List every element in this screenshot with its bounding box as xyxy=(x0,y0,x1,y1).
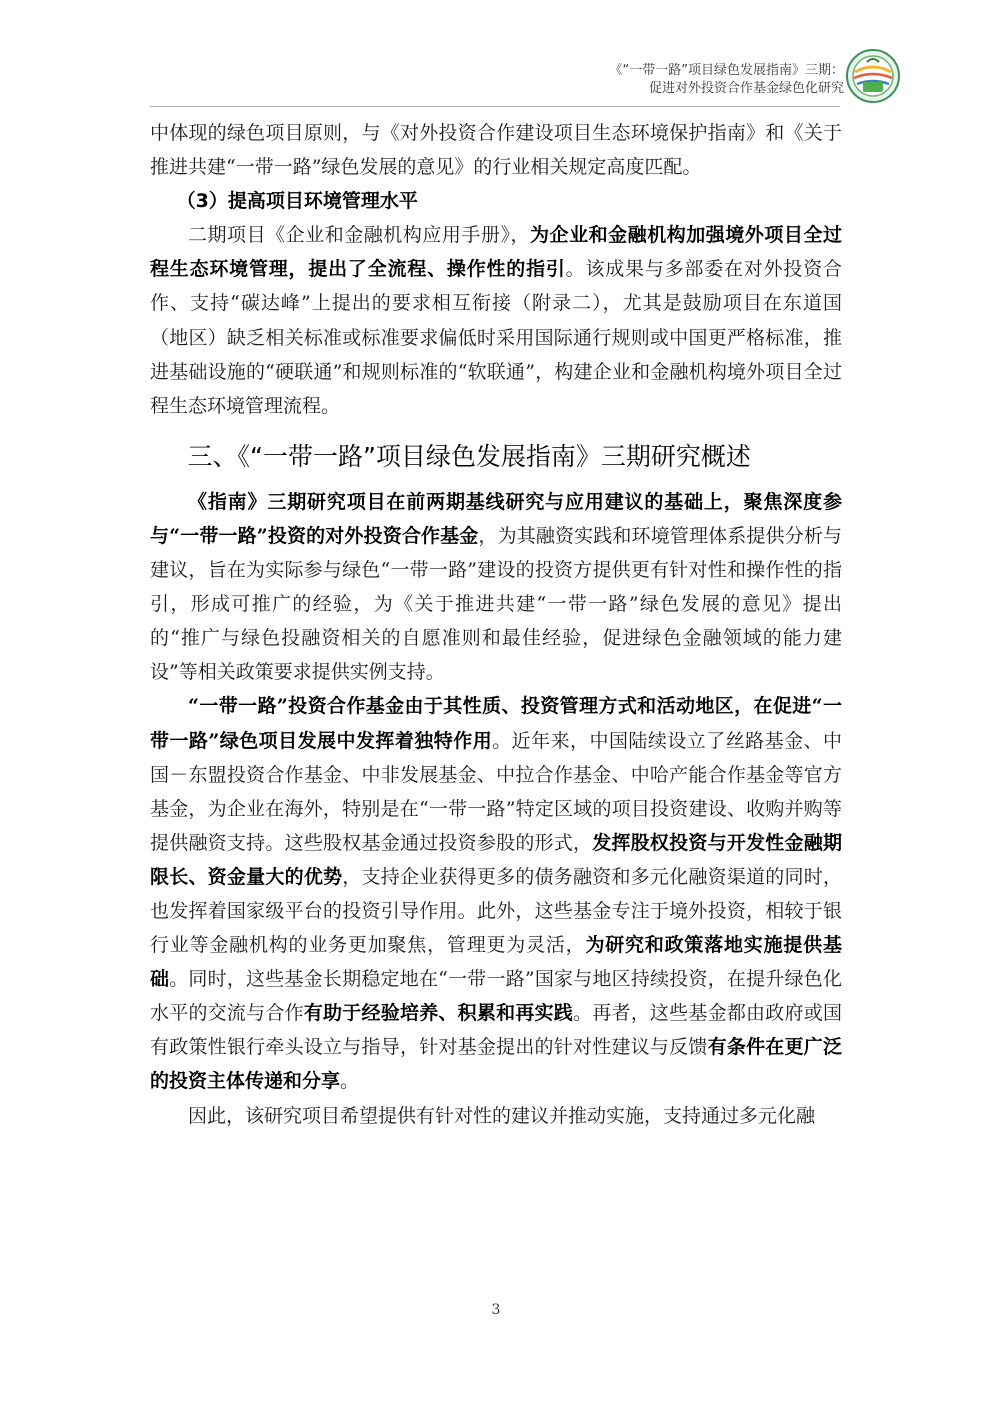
paragraph-4-text-1: 。近年来，中国陆续设立了丝路基金、中国－东盟投资合作基金、中非发展基金、中拉合作基金、中哈产能合作基金等官方基金，为企业在海外，特别是在“一带一路”特定区域的项目投资建设、收购并购等提供融资支持。这些股权基金通过投资参股的形式， xyxy=(150,729,842,854)
paragraph-1: 中体现的绿色项目原则，与《对外投资合作建设项目生态环境保护指南》和《关于推进共建“一带一路”绿色发展的意见》的行业相关规定高度匹配。 xyxy=(150,122,842,179)
header-title-line2: 促进对外投资合作基金绿色化研究 xyxy=(648,81,844,96)
header-title xyxy=(610,62,844,98)
paragraph-2-text-1: 二期项目《企业和金融机构应用手册》， xyxy=(188,224,531,247)
page-header xyxy=(0,0,992,120)
paragraph-4 xyxy=(150,689,842,1098)
paragraph-4-bold-1: “一带一路”投资合作基金由于其性质、投资管理方式和活动地区，在促进“一带一路”绿色项目发展中发挥着独特作用 xyxy=(150,695,842,752)
paragraph-4-bold-3: 为研究和政策落地实施提供基础 xyxy=(150,934,842,991)
page-content xyxy=(150,116,842,1133)
paragraph-4-text-3: 。同时，这些基金长期稳定地在“一带一路”国家与地区持续投资，在提升绿色化水平的交流与合作 xyxy=(150,968,842,1025)
paragraph-2-text-2: 。该成果与多部委在对外投资合作、支持“碳达峰”上提出的要求相互衔接（附录二），尤其是鼓励项目在东道国（地区）缺乏相关标准或标准要求偏低时采用国际通行规则或中国更严格标准，推进基础设施的“硬联通”和规则标准的“软联通”，构建企业和金融机构境外项目全过程生态环境管理流程。 xyxy=(150,258,842,417)
paragraph-2-bold-1: 为企业和金融机构加强境外项目全过程生态环境管理，提出了全流程、操作性的指引 xyxy=(150,224,842,281)
paragraph-3-text-1: ，为其融资实践和环境管理体系提供分析与建议，旨在为实际参与绿色“一带一路”建设的投资方提供更有针对性和操作性的指引，形成可推广的经验，为《关于推进共建“一带一路”绿色发展的意见》提出的“推广与绿色投融资相关的自愿准则和最佳经验，促进绿色金融领域的能力建设”等相关政策要求提供实例支持。 xyxy=(150,524,842,684)
paragraph-4-bold-4: 有助于经验培养、积累和再实践 xyxy=(303,1002,574,1025)
paragraph-4-bold-5: 有条件在更广泛的投资主体传递和分享 xyxy=(150,1036,842,1093)
paragraph-2 xyxy=(150,218,842,423)
page-number: 3 xyxy=(491,1302,501,1318)
section-title: 三、《“一带一路”项目绿色发展指南》三期研究概述 xyxy=(187,441,751,471)
subheading: （3）提高项目环境管理水平 xyxy=(176,190,418,213)
paragraph-4-text-2: ，支持企业获得更多的债务融资和多元化融资渠道的同时，也发挥着国家级平台的投资引导作用。此外，这些基金专注于境外投资，相较于银行业等金融机构的业务更加聚焦，管理更为灵活， xyxy=(150,865,842,957)
paragraph-4-text-5: 。 xyxy=(340,1070,360,1093)
paragraph-3 xyxy=(150,485,842,690)
paragraph-4-bold-2: 发挥股权投资与开发性金融期限长、资金量大的优势 xyxy=(150,831,842,888)
paragraph-4-text-4: 。再者，这些基金都由政府或国有政策性银行牵头设立与指导，针对基金提出的针对性建议与反馈 xyxy=(150,1002,842,1059)
paragraph-3-bold-1: 《指南》三期研究项目在前两期基线研究与应用建议的基础上，聚焦深度参与“一带一路”投资的对外投资合作基金 xyxy=(150,490,842,547)
paragraph-5: 因此，该研究项目希望提供有针对性的建议并推动实施，支持通过多元化融 xyxy=(188,1104,816,1127)
header-title-line1: 《“一带一路”项目绿色发展指南》三期： xyxy=(609,63,844,78)
green-globe-logo-icon xyxy=(845,48,901,104)
header-divider xyxy=(150,106,840,107)
